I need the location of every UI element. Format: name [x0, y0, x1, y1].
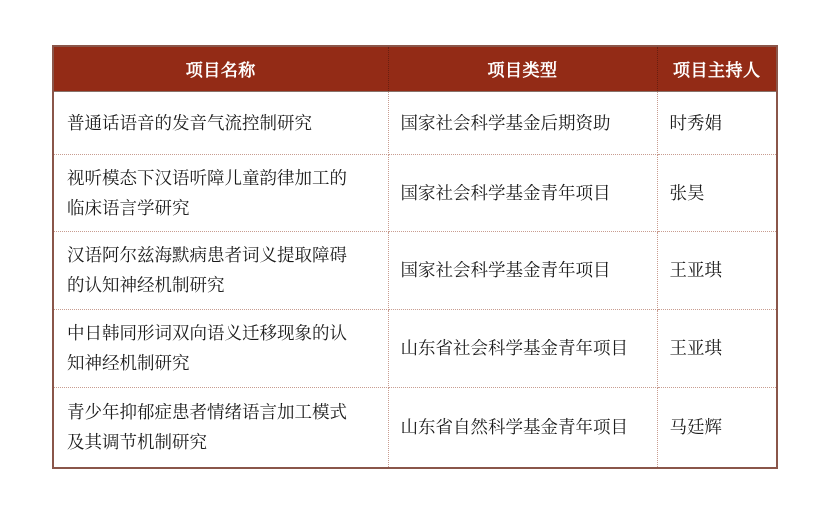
table-body [53, 91, 777, 468]
table-row [53, 387, 777, 468]
table-row [53, 91, 777, 154]
table-row [53, 231, 777, 309]
cell-project-leader: 马廷辉 [657, 387, 777, 468]
cell-project-type: 山东省自然科学基金青年项目 [388, 387, 657, 468]
cell-project-name: 青少年抑郁症患者情绪语言加工模式及其调节机制研究 [53, 387, 388, 468]
column-header-project-leader: 项目主持人 [657, 46, 777, 91]
cell-project-leader: 王亚琪 [657, 309, 777, 387]
column-header-project-type: 项目类型 [388, 46, 657, 91]
table-header [53, 46, 777, 91]
cell-project-type: 国家社会科学基金后期资助 [388, 91, 657, 154]
cell-project-name: 中日韩同形词双向语义迁移现象的认知神经机制研究 [53, 309, 388, 387]
cell-project-type: 国家社会科学基金青年项目 [388, 154, 657, 231]
cell-project-name: 汉语阿尔兹海默病患者词义提取障碍的认知神经机制研究 [53, 231, 388, 309]
cell-project-name: 视听模态下汉语听障儿童韵律加工的临床语言学研究 [53, 154, 388, 231]
cell-project-leader: 张昊 [657, 154, 777, 231]
projects-table-container [52, 45, 778, 469]
cell-project-type: 山东省社会科学基金青年项目 [388, 309, 657, 387]
cell-project-leader: 时秀娟 [657, 91, 777, 154]
table-row [53, 154, 777, 231]
cell-project-leader: 王亚琪 [657, 231, 777, 309]
header-row [53, 46, 777, 91]
projects-table [52, 45, 778, 469]
table-row [53, 309, 777, 387]
cell-project-type: 国家社会科学基金青年项目 [388, 231, 657, 309]
column-header-project-name: 项目名称 [53, 46, 388, 91]
cell-project-name: 普通话语音的发音气流控制研究 [53, 91, 388, 154]
